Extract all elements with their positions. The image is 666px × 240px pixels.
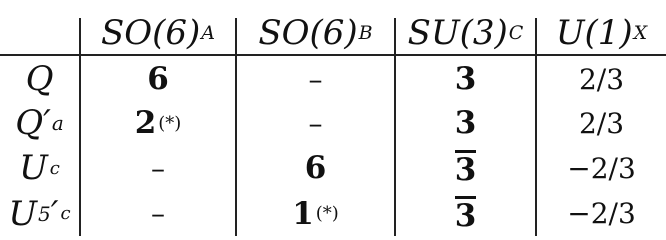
representation-value: 6 [304, 150, 327, 186]
representation-value: 1 [292, 195, 314, 232]
header-subscript: B [358, 21, 373, 44]
header-group-text: SU(3) [407, 12, 508, 53]
row-label-q [0, 58, 79, 100]
empty-dash: – [308, 62, 323, 96]
row-label-base: U [8, 193, 38, 234]
header-su3-c [396, 10, 535, 55]
row-label-q-prime-a [0, 101, 79, 145]
antifundamental-three: 3 [454, 197, 477, 234]
row-label-superscript: c [60, 203, 71, 224]
header-subscript: X [633, 21, 648, 44]
header-subscript: A [201, 21, 216, 44]
row-label-u-c [0, 146, 79, 190]
star-marker: (*) [315, 203, 339, 224]
row-u-prime-5-c-su3-c-value [396, 191, 535, 236]
row-u-c-su3-c-value [396, 146, 535, 190]
row-label-subscript: 5 [38, 201, 51, 226]
row-u-c-so6-b-value [237, 146, 394, 190]
header-subscript: C [508, 21, 524, 44]
header-so6-b [237, 10, 394, 55]
row-label-base: Q [25, 59, 54, 99]
row-q-so6-b-value [237, 58, 394, 100]
antifundamental-three: 3 [454, 152, 477, 188]
empty-dash: – [151, 151, 165, 185]
row-q-prime-a-so6-a-value [81, 101, 235, 145]
row-q-prime-a-u1-x-value [537, 101, 666, 145]
header-so6-a [81, 10, 235, 55]
representation-value: 3 [454, 61, 477, 97]
row-label-prime: ′ [43, 103, 51, 143]
star-marker: (*) [158, 112, 182, 134]
representation-value: 6 [147, 61, 169, 97]
row-label-base: Q [15, 103, 44, 143]
row-label-u-prime-5-c [0, 191, 79, 236]
charge-value: 2/3 [578, 106, 625, 140]
row-label-prime: ′ [50, 193, 59, 234]
row-u-prime-5-c-u1-x-value [537, 191, 666, 236]
header-u1-x [537, 10, 666, 55]
row-q-prime-a-so6-b-value [237, 101, 394, 145]
row-q-prime-a-su3-c-value [396, 101, 535, 145]
row-q-so6-a-value [81, 58, 235, 100]
row-label-base: U [19, 148, 48, 188]
charge-value: −2/3 [567, 151, 636, 185]
charge-value: 2/3 [578, 62, 625, 96]
row-q-su3-c-value [396, 58, 535, 100]
row-label-subscript: a [51, 111, 64, 135]
representation-value: 2 [134, 105, 157, 141]
row-u-c-so6-a-value [81, 146, 235, 190]
header-group-text: SO(6) [258, 12, 358, 53]
charge-value: −2/3 [567, 197, 636, 230]
header-group-text: U(1) [555, 12, 633, 53]
empty-dash: – [308, 106, 323, 140]
row-u-prime-5-c-so6-a-value [81, 191, 235, 236]
representation-value: 3 [454, 105, 477, 141]
header-group-text: SO(6) [100, 12, 201, 53]
empty-dash: – [151, 197, 165, 230]
row-u-c-u1-x-value [537, 146, 666, 190]
row-label-superscript: c [49, 157, 60, 179]
row-q-u1-x-value [537, 58, 666, 100]
row-u-prime-5-c-so6-b-value [237, 191, 394, 236]
